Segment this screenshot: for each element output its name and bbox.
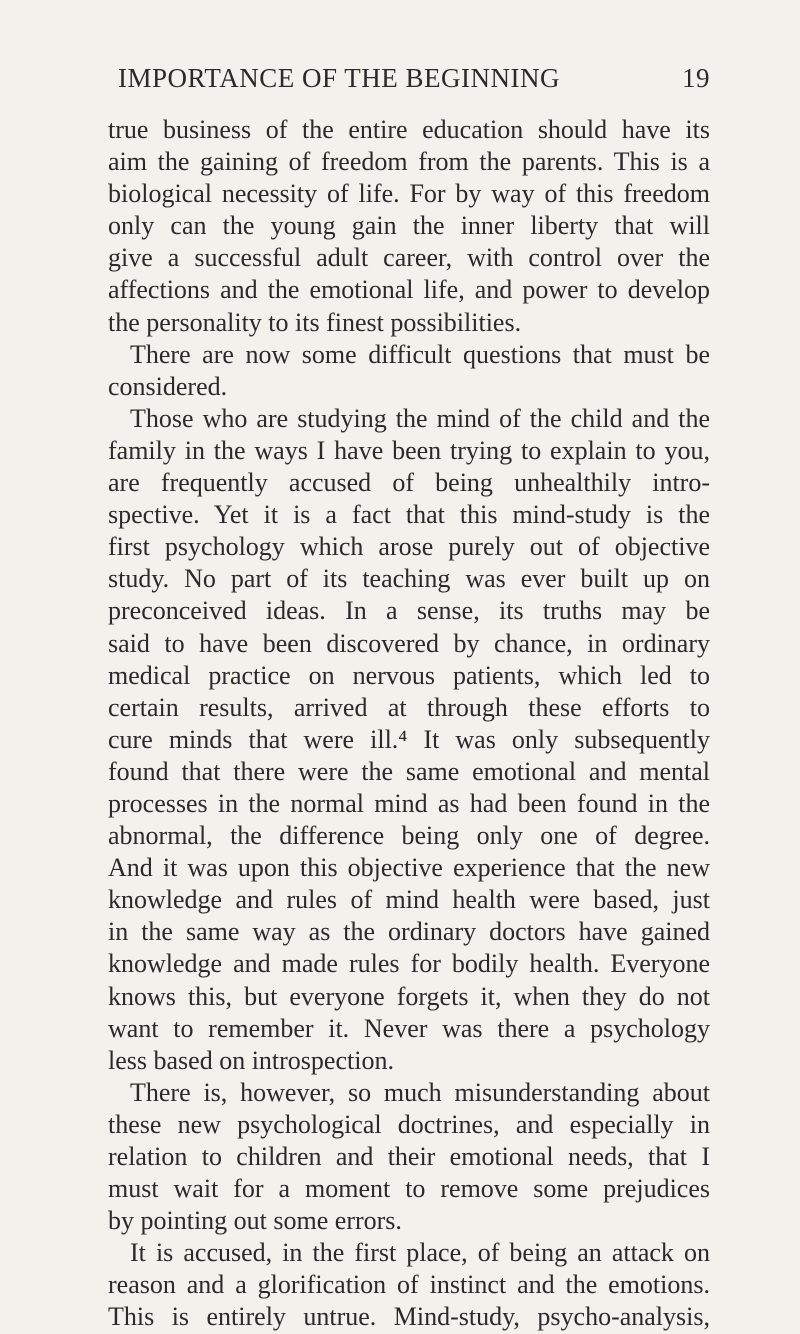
text-line: processes in the normal mind as had been found in the (108, 788, 710, 818)
text-line: true business of the entire education should have its (108, 115, 710, 144)
text-line: in the same way as the ordinary doctors have gained (108, 917, 710, 947)
text-line: biological necessity of life. For by way of this freedom (108, 179, 710, 209)
page-number: 19 (682, 63, 710, 93)
text-line: spective. Yet it is a fact that this mind-study is the (108, 500, 710, 530)
text-line: medical practice on nervous patients, which led to (108, 660, 710, 690)
text-line: by pointing out some errors. (108, 1206, 402, 1236)
text-line: less based on introspection. (108, 1045, 394, 1075)
chapter-title: IMPORTANCE OF THE BEGINNING (118, 63, 560, 93)
text-line: There are now some difficult questions that must be (130, 339, 710, 369)
text-line: preconceived ideas. In a sense, its truths may be (108, 596, 710, 626)
text-line: said to have been discovered by chance, in ordinary (108, 628, 710, 658)
text-line: affections and the emotional life, and power to develop (108, 275, 710, 305)
text-line: the personality to its finest possibilities. (108, 307, 522, 337)
text-line: certain results, arrived at through these efforts to (108, 692, 710, 722)
text-line: Those who are studying the mind of the child and the (130, 403, 710, 433)
text-line: give a successful adult career, with control over the (108, 243, 710, 273)
text-line: family in the ways I have been trying to explain to you, (108, 435, 710, 465)
text-line: want to remember it. Never was there a psychology (108, 1013, 710, 1043)
text-line: found that there were the same emotional and mental (108, 756, 710, 786)
text-line: reason and a glorification of instinct and the emotions. (108, 1270, 710, 1300)
text-line: must wait for a moment to remove some prejudices (108, 1174, 710, 1204)
running-head (110, 58, 710, 98)
text-line: There is, however, so much misunderstanding about (130, 1077, 710, 1107)
text-line: And it was upon this objective experience that the new (108, 853, 710, 883)
body-text (108, 114, 710, 1334)
text-line: aim the gaining of freedom from the parents. This is a (108, 147, 710, 177)
text-line: This is entirely untrue. Mind-study, psycho-analysis, (108, 1302, 710, 1332)
text-line: are frequently accused of being unhealthily intro- (108, 468, 710, 498)
text-line: study. No part of its teaching was ever built up on (108, 564, 710, 594)
text-line: only can the young gain the inner liberty that will (108, 211, 710, 241)
text-line: abnormal, the difference being only one of degree. (108, 821, 710, 851)
text-line: relation to children and their emotional needs, that I (108, 1142, 710, 1171)
text-line: considered. (108, 371, 228, 401)
text-line: It is accused, in the first place, of being an attack on (130, 1238, 710, 1268)
text-line: these new psychological doctrines, and especially in (108, 1109, 710, 1139)
text-line: first psychology which arose purely out of objective (108, 532, 710, 562)
text-line: knowledge and made rules for bodily health. Everyone (108, 949, 710, 979)
text-line: knows this, but everyone forgets it, when they do not (108, 981, 710, 1011)
text-line: cure minds that were ill.⁴ It was only subsequently (108, 724, 710, 754)
text-line: knowledge and rules of mind health were based, just (108, 885, 710, 915)
